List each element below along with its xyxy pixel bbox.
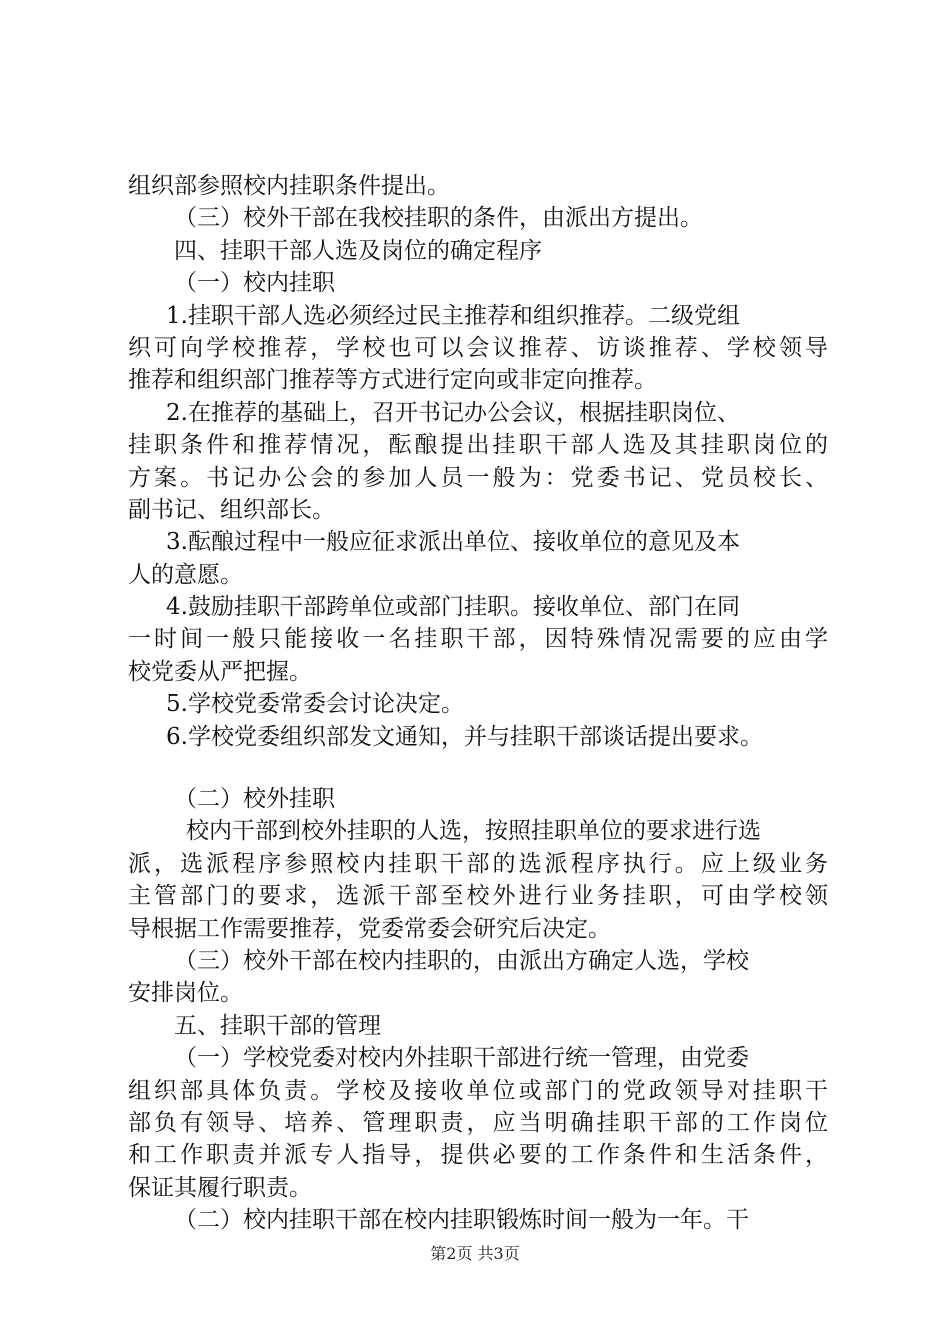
- text-line: 织可向学校推荐，学校也可以会议推荐、访谈推荐、学校领导: [128, 334, 828, 361]
- section-heading: 四、挂职干部人选及岗位的确定程序: [174, 237, 542, 264]
- subsection-heading: （一）校内挂职: [174, 270, 335, 297]
- text-line: 和工作职责并派专人指导，提供必要的工作条件和生活条件，: [128, 1142, 828, 1169]
- text-line: 挂职条件和推荐情况，酝酿提出挂职干部人选及其挂职岗位的: [128, 432, 828, 459]
- text-line: 安排岗位。: [128, 980, 243, 1007]
- text-line: 1.挂职干部人选必须经过民主推荐和组织推荐。二级党组: [166, 302, 740, 329]
- document-body: [128, 170, 828, 1237]
- text-line: 5.学校党委常委会讨论决定。: [166, 691, 464, 718]
- text-line: 组织部参照校内挂职条件提出。: [128, 173, 450, 199]
- text-line: （二）校内挂职干部在校内挂职锻炼时间一般为一年。干: [174, 1207, 749, 1234]
- subsection-heading: （二）校外挂职: [174, 786, 335, 813]
- text-line: 导根据工作需要推荐，党委常委会研究后决定。: [128, 915, 611, 942]
- text-line: 校党委从严把握。: [128, 658, 312, 685]
- text-line: 推荐和组织部门推荐等方式进行定向或非定向推荐。: [128, 367, 657, 394]
- page-number: 第2页 共3页: [430, 1244, 520, 1263]
- text-line: 主管部门的要求，选派干部至校外进行业务挂职，可由学校领: [128, 883, 828, 910]
- text-line: 3.酝酿过程中一般应征求派出单位、接收单位的意见及本: [166, 529, 740, 556]
- text-line: 保证其履行职责。: [128, 1174, 312, 1201]
- text-line: 6.学校党委组织部发文通知，并与挂职干部谈话提出要求。: [166, 723, 763, 750]
- text-line: （三）校外干部在我校挂职的条件，由派出方提出。: [174, 205, 703, 232]
- text-line: 校内干部到校外挂职的人选，按照挂职单位的要求进行选: [186, 818, 761, 845]
- text-line: 2.在推荐的基础上，召开书记办公会议，根据挂职岗位、: [166, 399, 740, 426]
- text-line: 一时间一般只能接收一名挂职干部，因特殊情况需要的应由学: [128, 626, 828, 653]
- section-heading: 五、挂职干部的管理: [174, 1012, 381, 1039]
- text-line: 组织部具体负责。学校及接收单位或部门的党政领导对挂职干: [128, 1077, 828, 1104]
- text-line: （一）学校党委对校内外挂职干部进行统一管理，由党委: [174, 1045, 749, 1072]
- text-line: 部负有领导、培养、管理职责，应当明确挂职干部的工作岗位: [128, 1109, 828, 1136]
- text-line: 4.鼓励挂职干部跨单位或部门挂职。接收单位、部门在同: [166, 594, 740, 621]
- text-line: （三）校外干部在校内挂职的，由派出方确定人选，学校: [174, 947, 749, 974]
- text-line: 副书记、组织部长。: [128, 496, 335, 523]
- text-line: 人的意愿。: [128, 561, 243, 588]
- text-line: 派，选派程序参照校内挂职干部的选派程序执行。应上级业务: [128, 850, 828, 877]
- text-line: 方案。书记办公会的参加人员一般为：党委书记、党员校长、: [128, 464, 828, 491]
